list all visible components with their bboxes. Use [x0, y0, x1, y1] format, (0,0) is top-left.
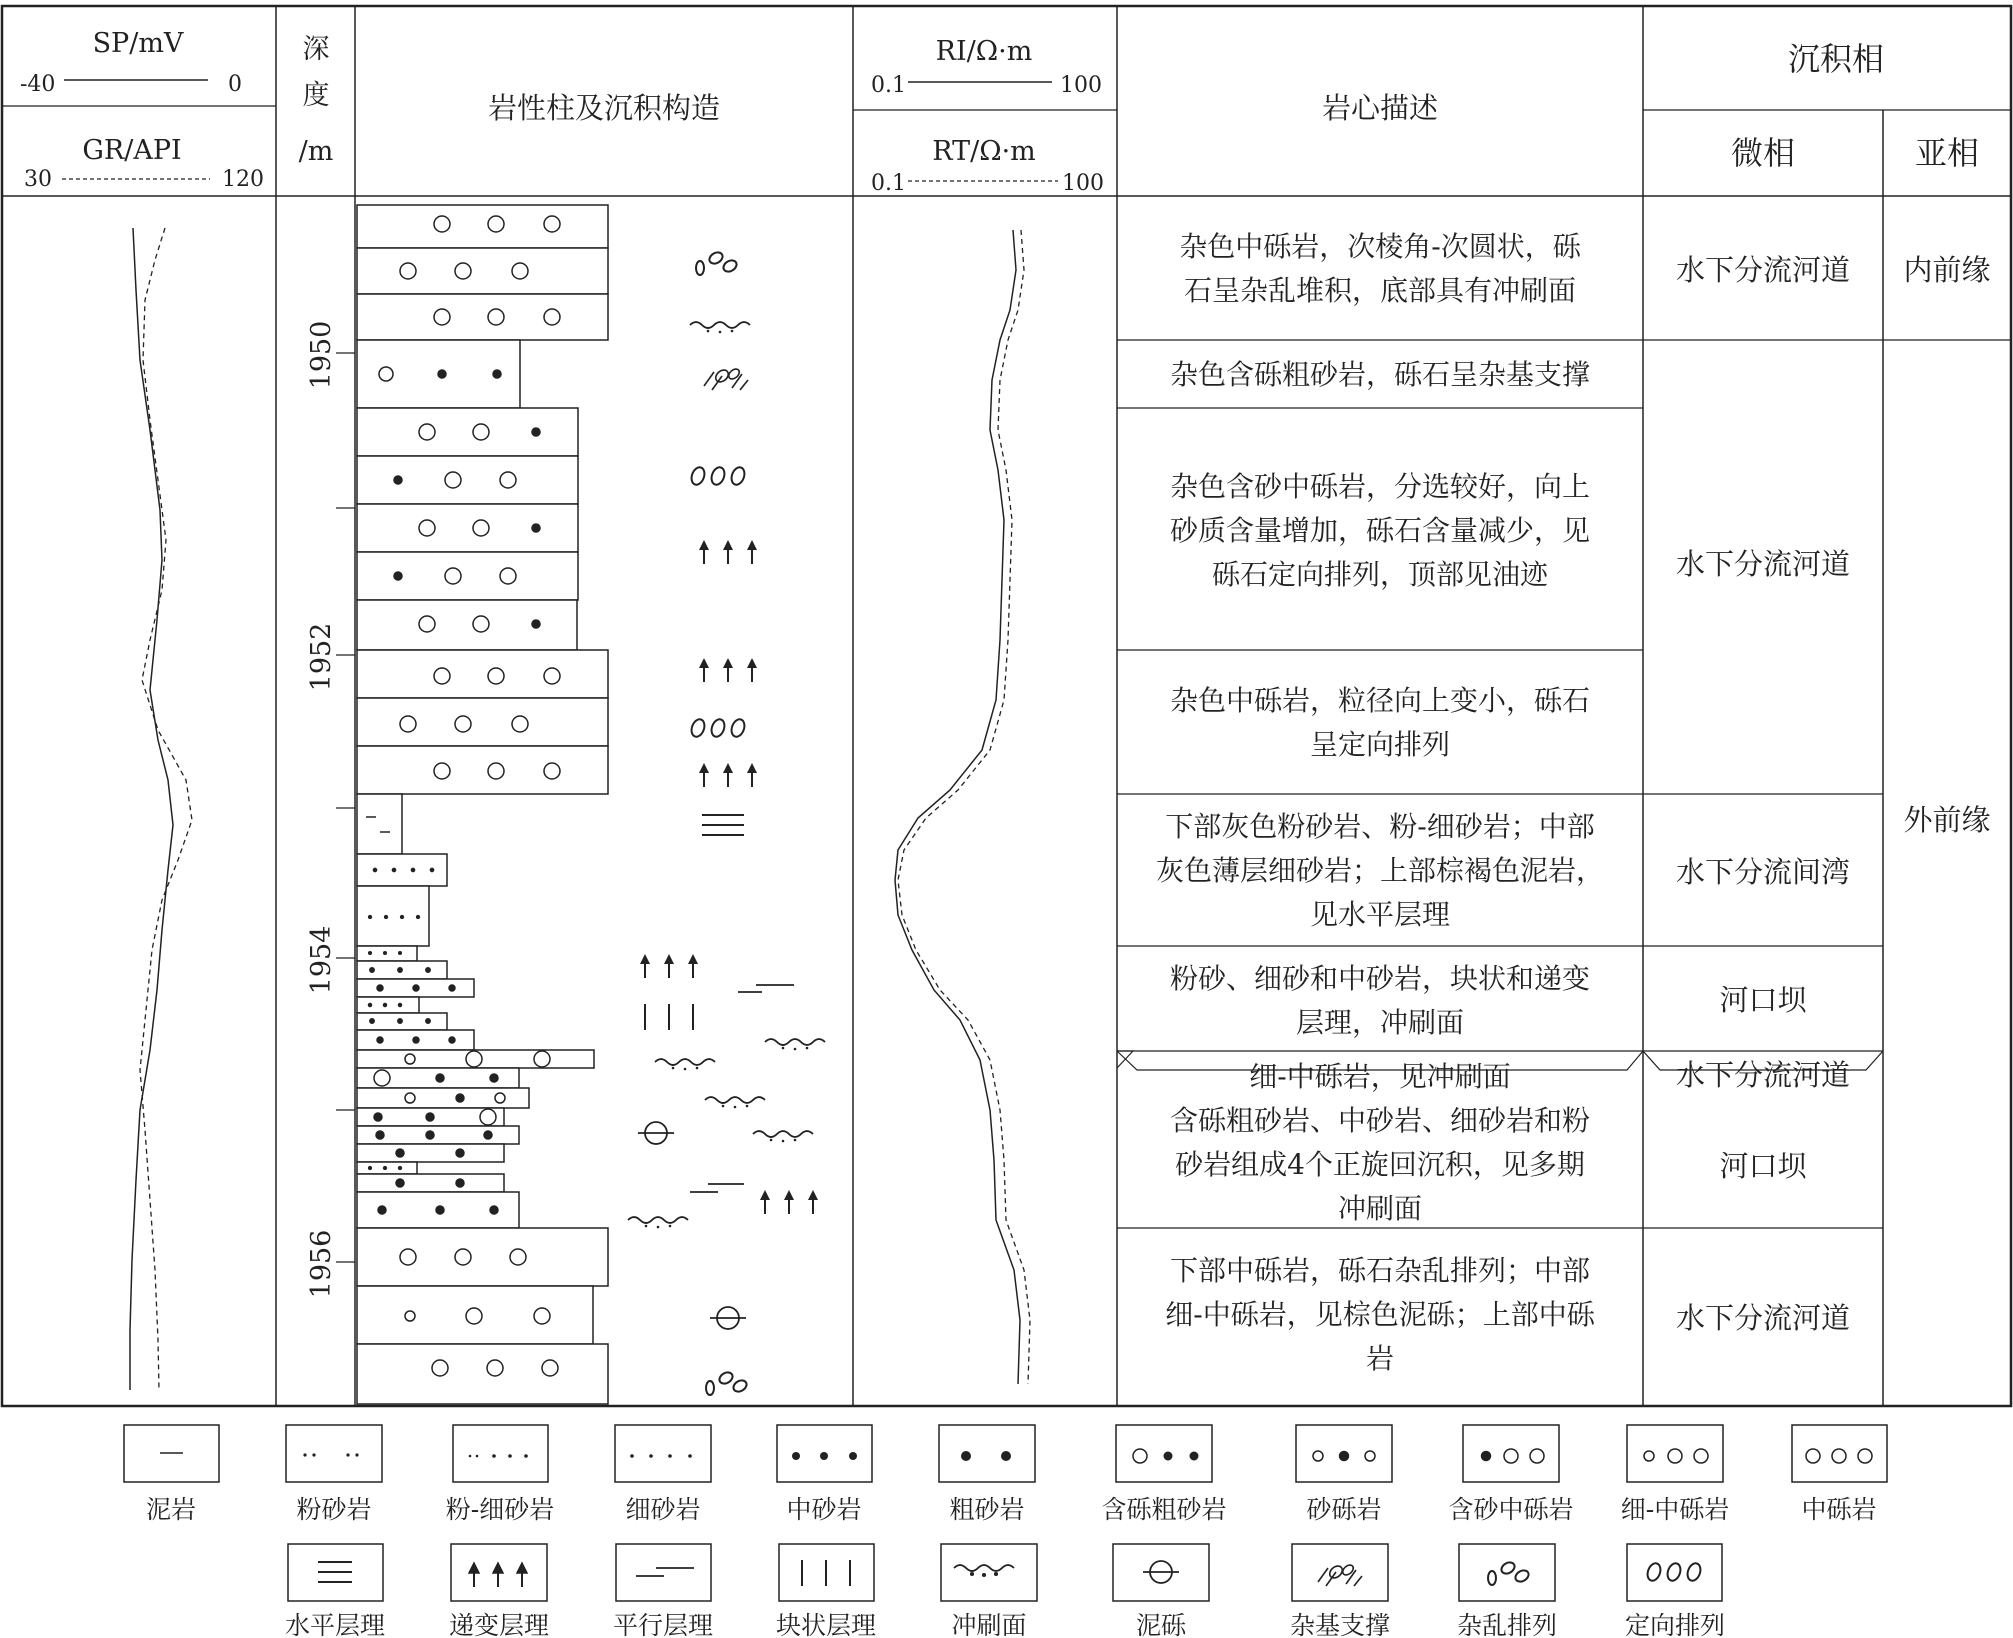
- rt-max-label: 100: [1062, 171, 1104, 196]
- core-description-line: 杂色含砂中砾岩，分选较好，向上: [1169, 470, 1591, 503]
- lithology-bed: [357, 946, 417, 961]
- depth-label-1950: 1950: [306, 320, 337, 390]
- siltstone-icon: [286, 1425, 382, 1482]
- matrix-support-icon: [1292, 1544, 1388, 1601]
- subfacies-label: 内前缘: [1903, 253, 1991, 287]
- graded-bedding-icon: [699, 658, 709, 682]
- legend-label: 含砾粗砂岩: [1101, 1495, 1227, 1524]
- lithology-bed: [357, 794, 402, 854]
- lithology-bed: [357, 504, 578, 552]
- lithology-bed: [357, 1228, 608, 1286]
- legend-label: 泥砾: [1135, 1611, 1187, 1638]
- core-description-line: 含砾粗砂岩、中砂岩、细砂岩和粉: [1169, 1104, 1591, 1137]
- graded-bedding-icon: [747, 763, 757, 787]
- lithology-bed: [357, 746, 608, 794]
- legend-lithology: [124, 1425, 1887, 1482]
- legend-label: 平行层理: [612, 1611, 714, 1638]
- microfacies-label: 水下分流河道: [1675, 1301, 1851, 1335]
- microfacies-label: 水下分流河道: [1675, 253, 1851, 287]
- lithology-bed: [357, 1286, 593, 1344]
- gr-header-label: GR/API: [82, 135, 182, 166]
- structure-symbols: [628, 250, 825, 1395]
- core-description-line: 杂色中砾岩，粒径向上变小，砾石: [1169, 684, 1591, 717]
- oriented-arrangement-icon: [1627, 1544, 1722, 1601]
- legend-label: 杂基支撑: [1289, 1611, 1391, 1638]
- mud-gravel-icon: [638, 1122, 674, 1144]
- core-description-line: 层理，冲刷面: [1295, 1006, 1465, 1039]
- gr-max-label: 120: [222, 167, 264, 192]
- ri-max-label: 100: [1060, 73, 1102, 98]
- fine-sandstone-icon: [615, 1425, 711, 1482]
- core-description-line: 细-中砾岩，见冲刷面: [1249, 1060, 1511, 1093]
- oriented-arrangement-icon: [689, 717, 746, 738]
- subfacies-header: 亚相: [1914, 134, 1980, 172]
- lithology-bed: [357, 456, 578, 504]
- core-description-line: 冲刷面: [1337, 1192, 1423, 1225]
- ri-curve: [895, 230, 1020, 1384]
- graded-bedding-icon: [699, 763, 709, 787]
- subfacies-label: 外前缘: [1903, 803, 1991, 837]
- core-description-line: 呈定向排列: [1309, 728, 1451, 761]
- microfacies-label: 水下分流间湾: [1675, 855, 1851, 889]
- fine-medium-conglomerate-icon: [1627, 1425, 1723, 1482]
- rt-curve: [898, 230, 1030, 1384]
- lithology-bed: [357, 650, 608, 698]
- massive-bedding-icon: [645, 1004, 693, 1030]
- horizontal-bedding-icon: [702, 815, 744, 835]
- legend-label: 含砂中砾岩: [1448, 1495, 1574, 1524]
- scour-surface-icon: [753, 1131, 813, 1142]
- lithology-bed: [357, 552, 578, 600]
- lithology-bed: [357, 1144, 504, 1162]
- rt-header-label: RT/Ω·m: [932, 136, 1036, 167]
- sandy-medium-conglomerate-icon: [1463, 1425, 1559, 1482]
- legend-label: 杂乱排列: [1456, 1611, 1558, 1638]
- core-description-line: 砂质含量增加，砾石含量减少，见: [1169, 514, 1591, 547]
- core-description-header: 岩心描述: [1321, 91, 1439, 125]
- legend-label: 中砂岩: [786, 1495, 862, 1524]
- rt-min-label: 0.1: [871, 171, 906, 196]
- silty-fine-sandstone-icon: [453, 1425, 548, 1482]
- lithology-bed: [357, 294, 608, 340]
- depth-header-2: 度: [302, 80, 330, 111]
- chaotic-arrangement-icon: [696, 250, 739, 275]
- graded-bedding-icon: [640, 954, 650, 978]
- core-descriptions: [1156, 230, 1604, 1375]
- legend-structures: [288, 1544, 1722, 1601]
- depth-label-1954: 1954: [306, 925, 337, 995]
- parallel-bedding-icon: [690, 1184, 744, 1192]
- lithology-bed: [357, 600, 577, 650]
- microfacies-header: 微相: [1730, 134, 1796, 172]
- scour-surface-icon: [941, 1544, 1037, 1601]
- lithology-bed: [357, 1088, 529, 1108]
- lithology-bed: [357, 1174, 504, 1192]
- core-description-line: 砂岩组成4个正旋回沉积，见多期: [1175, 1148, 1585, 1181]
- core-description-line: 杂色含砾粗砂岩，砾石呈杂基支撑: [1169, 358, 1591, 391]
- legend-label: 定向排列: [1624, 1611, 1726, 1638]
- chaotic-arrangement-icon: [706, 1370, 749, 1395]
- core-description-line: 岩: [1365, 1342, 1395, 1375]
- gr-min-label: 30: [24, 167, 52, 192]
- core-description-line: 灰色薄层细砂岩；上部棕褐色泥岩，: [1155, 854, 1605, 887]
- scour-surface-icon: [655, 1059, 715, 1070]
- core-description-line: 下部灰色粉砂岩、粉-细砂岩；中部: [1165, 810, 1595, 843]
- depth-header-3: /m: [298, 136, 334, 167]
- mud-gravel-icon: [710, 1307, 746, 1329]
- legend-label: 粉-细砂岩: [445, 1495, 555, 1524]
- legend-label: 粉砂岩: [296, 1495, 372, 1524]
- coarse-sandstone-icon: [939, 1425, 1035, 1482]
- core-description-line: 石呈杂乱堆积，底部具有冲刷面: [1183, 274, 1577, 307]
- sp-min-label: -40: [20, 72, 56, 97]
- lithology-bed: [357, 997, 419, 1013]
- parallel-bedding-icon: [616, 1544, 711, 1601]
- sp-header-label: SP/mV: [92, 28, 184, 59]
- lithology-bed: [357, 1050, 594, 1068]
- legend-lithology-labels: [146, 1495, 1877, 1524]
- graded-bedding-icon: [699, 540, 709, 564]
- graded-bedding-icon: [808, 1190, 818, 1214]
- lithology-bed: [357, 1344, 608, 1404]
- legend-label: 冲刷面: [951, 1611, 1027, 1638]
- matrix-support-icon: [704, 367, 748, 390]
- legend-label: 递变层理: [448, 1611, 550, 1638]
- graded-bedding-icon: [723, 763, 733, 787]
- sp-max-label: 0: [228, 72, 242, 97]
- legend-label: 水平层理: [284, 1611, 386, 1638]
- parallel-bedding-icon: [738, 985, 794, 992]
- lithology-bed: [357, 408, 578, 456]
- depth-labels: [306, 321, 337, 1299]
- ri-min-label: 0.1: [871, 73, 906, 98]
- legend-structure-labels: [285, 1611, 1725, 1638]
- legend-label: 细-中砾岩: [1620, 1495, 1730, 1524]
- graded-bedding-icon: [747, 540, 757, 564]
- lithology-column: [357, 205, 608, 1404]
- core-description-line: 粉砂、细砂和中砂岩，块状和递变: [1169, 962, 1591, 995]
- legend-label: 泥岩: [145, 1495, 197, 1524]
- chaotic-arrangement-icon: [1459, 1544, 1555, 1601]
- core-description-line: 杂色中砾岩，次棱角-次圆状，砾: [1179, 230, 1581, 263]
- legend-label: 砂砾岩: [1306, 1495, 1382, 1524]
- graded-bedding-icon: [723, 540, 733, 564]
- graded-bedding-icon: [664, 954, 674, 978]
- microfacies-label: 水下分流河道: [1675, 1058, 1851, 1092]
- core-description-line: 下部中砾岩，砾石杂乱排列；中部: [1169, 1254, 1591, 1287]
- table-grid: [2, 6, 2011, 1406]
- depth-label-1952: 1952: [306, 622, 337, 692]
- core-description-line: 见水平层理: [1309, 898, 1451, 931]
- depth-header-1: 深: [302, 34, 330, 65]
- microfacies-label: 河口坝: [1719, 1149, 1807, 1183]
- graded-bedding-icon: [723, 658, 733, 682]
- legend-label: 粗砂岩: [949, 1495, 1025, 1524]
- ri-header-label: RI/Ω·m: [935, 36, 1033, 67]
- oriented-arrangement-icon: [689, 465, 746, 486]
- graded-bedding-icon: [747, 658, 757, 682]
- facies-header: 沉积相: [1787, 40, 1885, 78]
- graded-bedding-icon: [760, 1190, 770, 1214]
- core-description-line: 砾石定向排列，顶部见油迹: [1211, 558, 1549, 591]
- legend-label: 块状层理: [775, 1611, 877, 1638]
- gr-curve: [140, 228, 192, 1390]
- lithology-bed: [357, 248, 608, 294]
- legend-label: 细砂岩: [625, 1495, 701, 1524]
- depth-label-1956: 1956: [306, 1229, 337, 1299]
- scour-surface-icon: [705, 1097, 765, 1108]
- lithology-bed: [357, 205, 608, 248]
- microfacies-label: 水下分流河道: [1675, 547, 1851, 581]
- scour-surface-icon: [765, 1039, 825, 1050]
- lithology-header: 岩性柱及沉积构造: [487, 91, 721, 125]
- scour-surface-icon: [690, 322, 750, 333]
- core-description-line: 细-中砾岩，见棕色泥砾；上部中砾: [1165, 1298, 1595, 1331]
- scour-surface-icon: [628, 1217, 688, 1228]
- header: [20, 28, 1979, 196]
- legend-label: 中砾岩: [1801, 1495, 1877, 1524]
- graded-bedding-icon: [784, 1190, 794, 1214]
- lithology-bed: [357, 698, 608, 746]
- graded-bedding-icon: [688, 954, 698, 978]
- microfacies-label: 河口坝: [1719, 983, 1807, 1017]
